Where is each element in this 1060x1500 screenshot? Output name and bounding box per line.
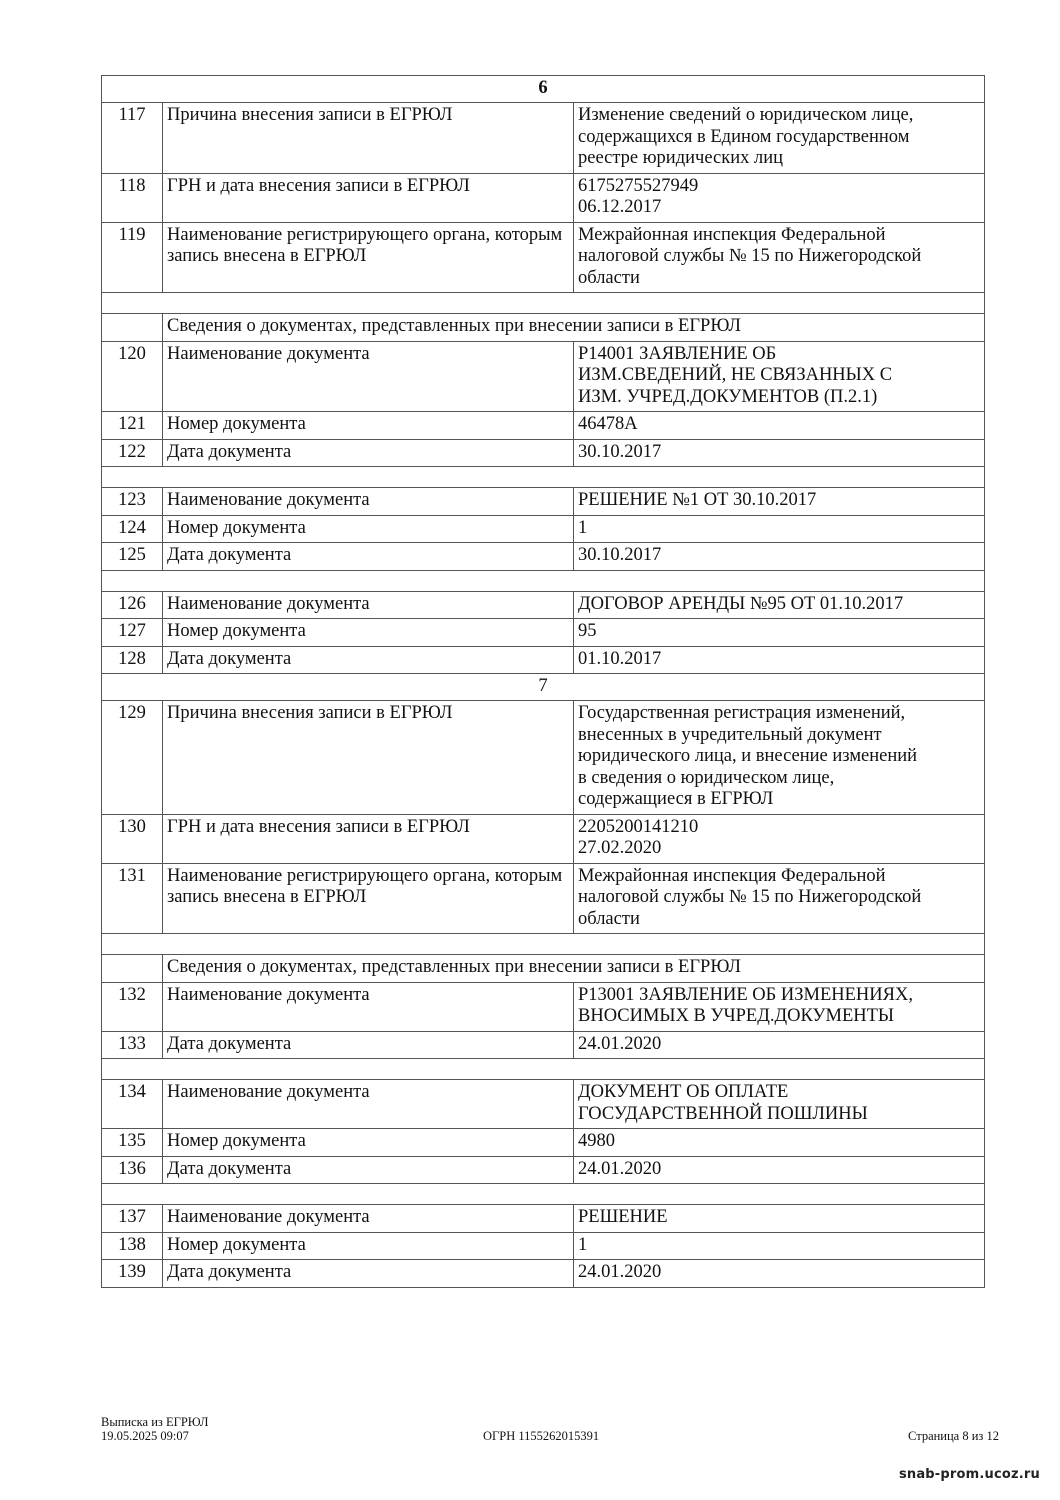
row-label: Причина внесения записи в ЕГРЮЛ (163, 103, 574, 174)
row-number: 137 (102, 1205, 163, 1233)
row-value: Р14001 ЗАЯВЛЕНИЕ ОБ ИЗМ.СВЕДЕНИЙ, НЕ СВЯЗАННЫХ С ИЗМ. УЧРЕД.ДОКУМЕНТОВ (П.2.1) (574, 341, 985, 412)
spacer-cell (102, 293, 985, 314)
section-number: 7 (102, 674, 985, 701)
row-label: Наименование документа (163, 341, 574, 412)
row-label: Наименование регистрирующего органа, которым запись внесена в ЕГРЮЛ (163, 222, 574, 293)
row-number: 129 (102, 701, 163, 815)
spacer-row (102, 293, 985, 314)
row-label: Дата документа (163, 646, 574, 674)
site-watermark: snab-prom.ucoz.ru (898, 1467, 1040, 1482)
docs-title-empty-cell (102, 955, 163, 983)
spacer-cell (102, 1184, 985, 1205)
row-value: Межрайонная инспекция Федеральной налоговой службы № 15 по Нижегородской области (574, 222, 985, 293)
row-value: 01.10.2017 (574, 646, 985, 674)
table-row (102, 515, 985, 543)
row-value: 24.01.2020 (574, 1156, 985, 1184)
table-row (102, 412, 985, 440)
row-number: 122 (102, 439, 163, 467)
row-number: 132 (102, 982, 163, 1031)
table-row (102, 1156, 985, 1184)
table-row (102, 1260, 985, 1288)
spacer-cell (102, 570, 985, 591)
row-number: 136 (102, 1156, 163, 1184)
table-row (102, 341, 985, 412)
footer-left (101, 1415, 209, 1443)
row-number: 117 (102, 103, 163, 174)
table-row (102, 982, 985, 1031)
row-number: 133 (102, 1031, 163, 1059)
row-label: Наименование документа (163, 488, 574, 516)
table-row (102, 814, 985, 863)
row-label: Наименование документа (163, 982, 574, 1031)
row-value: Изменение сведений о юридическом лице, содержащихся в Едином государственном реестре юридических лиц (574, 103, 985, 174)
row-label: Дата документа (163, 1031, 574, 1059)
row-label: Наименование документа (163, 1205, 574, 1233)
row-value: 95 (574, 619, 985, 647)
table-row (102, 222, 985, 293)
table-row (102, 439, 985, 467)
table-row (102, 173, 985, 222)
docs-title-row (102, 314, 985, 342)
footer-doc-title: Выписка из ЕГРЮЛ (101, 1415, 209, 1429)
row-value: 1 (574, 515, 985, 543)
row-value: 30.10.2017 (574, 543, 985, 571)
row-label: Номер документа (163, 1129, 574, 1157)
table-row (102, 103, 985, 174)
table-row (102, 701, 985, 815)
row-label: Номер документа (163, 412, 574, 440)
table-row (102, 1080, 985, 1129)
row-number: 128 (102, 646, 163, 674)
row-value: 30.10.2017 (574, 439, 985, 467)
spacer-row (102, 934, 985, 955)
row-number: 131 (102, 863, 163, 934)
row-number: 120 (102, 341, 163, 412)
row-label: Дата документа (163, 1156, 574, 1184)
table-row (102, 591, 985, 619)
row-value: ДОКУМЕНТ ОБ ОПЛАТЕ ГОСУДАРСТВЕННОЙ ПОШЛИНЫ (574, 1080, 985, 1129)
footer-ogrn: ОГРН 1155262015391 (483, 1429, 600, 1443)
row-label: ГРН и дата внесения записи в ЕГРЮЛ (163, 173, 574, 222)
table-row (102, 863, 985, 934)
docs-title: Сведения о документах, представленных при внесении записи в ЕГРЮЛ (163, 955, 985, 983)
spacer-cell (102, 1059, 985, 1080)
spacer-cell (102, 467, 985, 488)
row-number: 119 (102, 222, 163, 293)
table-row (102, 1129, 985, 1157)
row-number: 139 (102, 1260, 163, 1288)
row-number: 138 (102, 1232, 163, 1260)
row-number: 130 (102, 814, 163, 863)
table-row (102, 1031, 985, 1059)
row-value: 2205200141210 27.02.2020 (574, 814, 985, 863)
row-label: Причина внесения записи в ЕГРЮЛ (163, 701, 574, 815)
row-value: Межрайонная инспекция Федеральной налоговой службы № 15 по Нижегородской области (574, 863, 985, 934)
row-value: 6175275527949 06.12.2017 (574, 173, 985, 222)
spacer-row (102, 1184, 985, 1205)
row-value: РЕШЕНИЕ (574, 1205, 985, 1233)
section-header-row (102, 76, 985, 103)
table-row (102, 488, 985, 516)
docs-title-row (102, 955, 985, 983)
table-row (102, 646, 985, 674)
row-number: 123 (102, 488, 163, 516)
row-number: 118 (102, 173, 163, 222)
docs-title: Сведения о документах, представленных при внесении записи в ЕГРЮЛ (163, 314, 985, 342)
row-value: Государственная регистрация изменений, внесенных в учредительный документ юридического лица, и внесение изменений в сведения о юридическом лице, содержащиеся в ЕГРЮЛ (574, 701, 985, 815)
spacer-row (102, 570, 985, 591)
row-value: РЕШЕНИЕ №1 ОТ 30.10.2017 (574, 488, 985, 516)
table-row (102, 543, 985, 571)
row-label: ГРН и дата внесения записи в ЕГРЮЛ (163, 814, 574, 863)
row-number: 126 (102, 591, 163, 619)
spacer-cell (102, 934, 985, 955)
row-label: Номер документа (163, 515, 574, 543)
row-value: 4980 (574, 1129, 985, 1157)
row-value: ДОГОВОР АРЕНДЫ №95 ОТ 01.10.2017 (574, 591, 985, 619)
row-number: 135 (102, 1129, 163, 1157)
table-row (102, 1232, 985, 1260)
row-number: 127 (102, 619, 163, 647)
row-value: 1 (574, 1232, 985, 1260)
spacer-row (102, 1059, 985, 1080)
egrul-extract-table (101, 75, 985, 1288)
row-label: Наименование документа (163, 1080, 574, 1129)
spacer-row (102, 467, 985, 488)
row-label: Дата документа (163, 543, 574, 571)
row-value: Р13001 ЗАЯВЛЕНИЕ ОБ ИЗМЕНЕНИЯХ, ВНОСИМЫХ В УЧРЕД.ДОКУМЕНТЫ (574, 982, 985, 1031)
row-number: 121 (102, 412, 163, 440)
section-header-row (102, 674, 985, 701)
docs-title-empty-cell (102, 314, 163, 342)
row-value: 24.01.2020 (574, 1260, 985, 1288)
row-value: 46478А (574, 412, 985, 440)
footer-page-number: Страница 8 из 12 (908, 1429, 999, 1443)
row-number: 125 (102, 543, 163, 571)
row-label: Номер документа (163, 1232, 574, 1260)
table-row (102, 619, 985, 647)
row-label: Дата документа (163, 439, 574, 467)
row-label: Наименование документа (163, 591, 574, 619)
row-number: 124 (102, 515, 163, 543)
row-value: 24.01.2020 (574, 1031, 985, 1059)
row-label: Дата документа (163, 1260, 574, 1288)
section-number: 6 (102, 76, 985, 103)
row-number: 134 (102, 1080, 163, 1129)
row-label: Наименование регистрирующего органа, которым запись внесена в ЕГРЮЛ (163, 863, 574, 934)
footer-datetime: 19.05.2025 09:07 (101, 1429, 189, 1443)
row-label: Номер документа (163, 619, 574, 647)
table-row (102, 1205, 985, 1233)
